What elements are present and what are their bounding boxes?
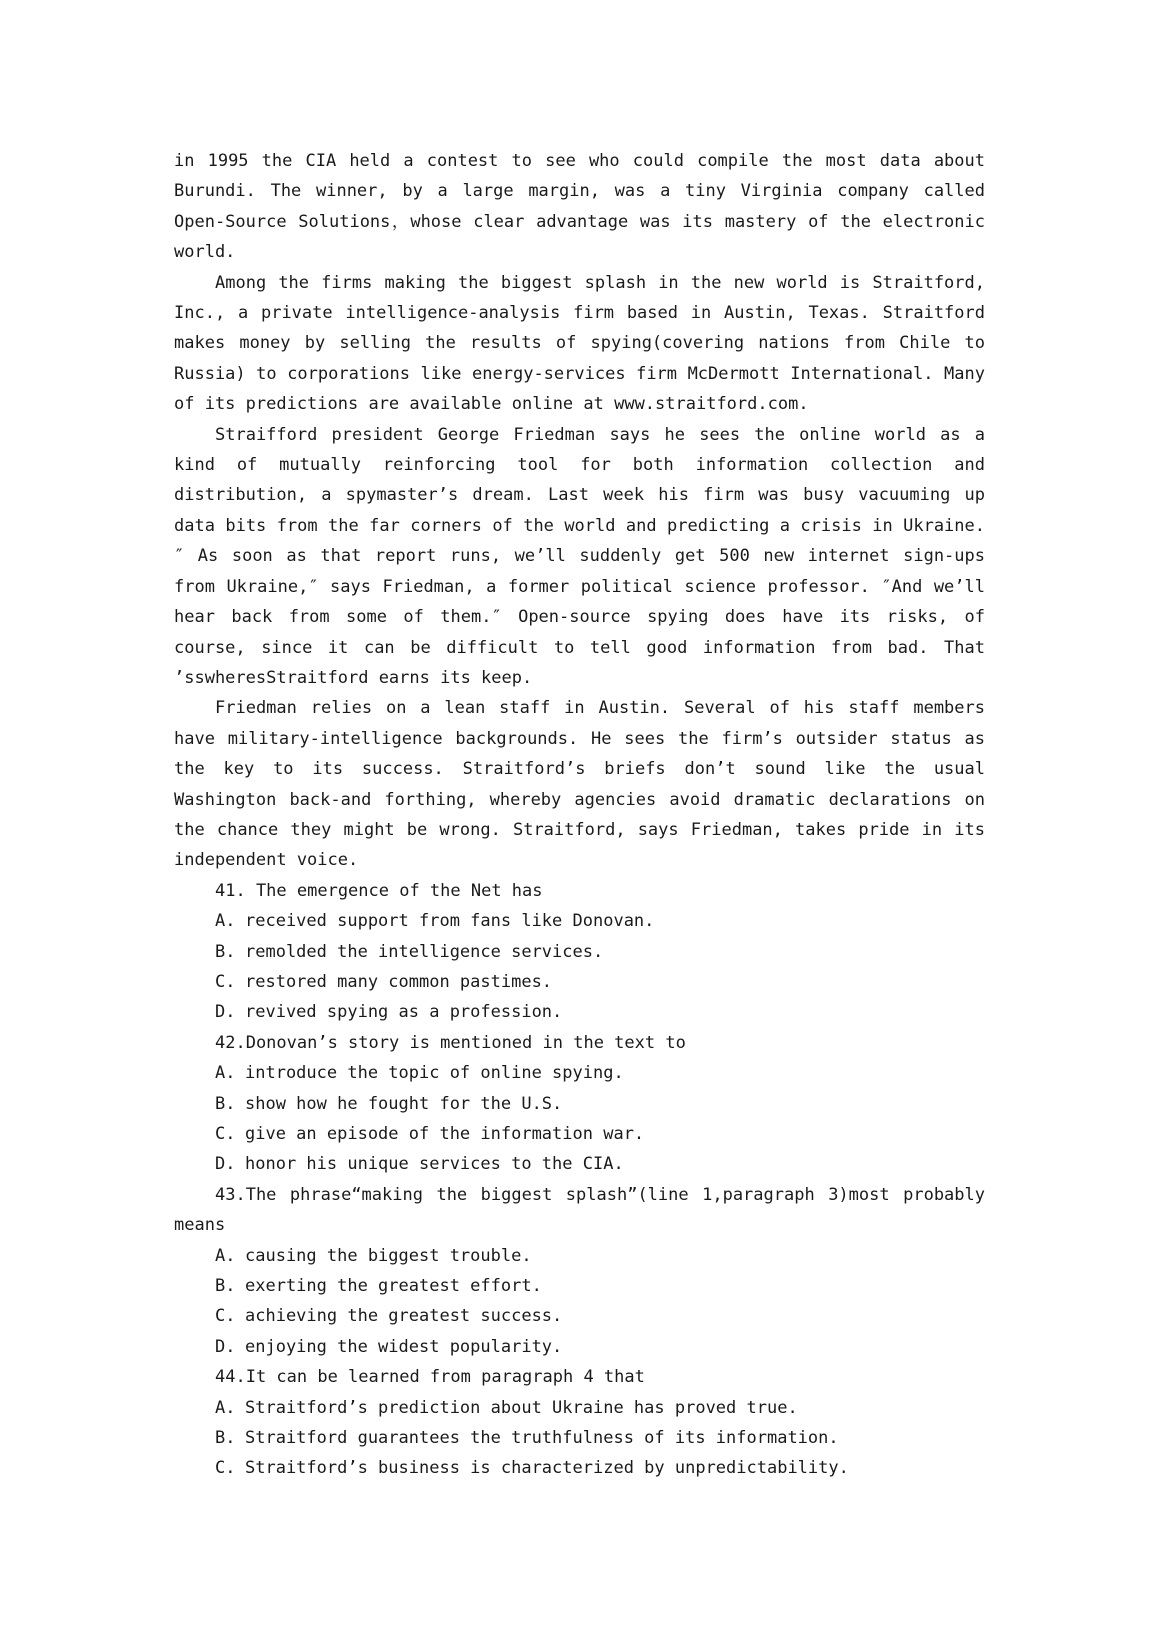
option-letter: A.	[215, 1397, 236, 1418]
option-text: Straitford’s prediction about Ukraine has proved true.	[245, 1397, 798, 1418]
question-44-option-a	[174, 1393, 985, 1423]
option-text: enjoying the widest popularity.	[245, 1336, 563, 1357]
question-41-option-c	[174, 967, 985, 997]
option-letter: B.	[215, 1093, 236, 1114]
question-42-option-b	[174, 1089, 985, 1119]
option-text: exerting the greatest effort.	[245, 1276, 542, 1297]
option-text: restored many common pastimes.	[245, 971, 553, 992]
option-letter: D.	[215, 1154, 236, 1175]
option-letter: B.	[215, 941, 236, 962]
question-43-option-a	[174, 1241, 985, 1271]
option-letter: D.	[215, 1336, 236, 1357]
question-44-option-c	[174, 1453, 985, 1483]
question-41-option-d	[174, 997, 985, 1027]
option-letter: B.	[215, 1276, 236, 1297]
option-letter: A.	[215, 911, 236, 932]
question-44-stem: 44.It can be learned from paragraph 4 that	[215, 1367, 645, 1388]
question-42-option-c	[174, 1119, 985, 1149]
option-letter: D.	[215, 1002, 236, 1023]
question-41-stem: 41. The emergence of the Net has	[215, 880, 543, 901]
question-43-stem: 43.The phrase“making the biggest splash”(line 1,paragraph 3)most probably means	[174, 1184, 985, 1236]
option-text: received support from fans like Donovan.	[245, 911, 655, 932]
option-letter: C.	[215, 1458, 236, 1479]
option-text: introduce the topic of online spying.	[245, 1063, 624, 1084]
option-text: revived spying as a profession.	[245, 1002, 563, 1023]
option-letter: C.	[215, 1124, 236, 1144]
option-letter: C.	[215, 1306, 236, 1327]
option-text: achieving the greatest success.	[245, 1306, 563, 1327]
question-43-option-d	[174, 1332, 985, 1362]
paragraph-1: in 1995 the CIA held a contest to see who could compile the most data about Burundi. The winner, by a large margin, was a tiny Virginia company called Open-Source Solutions，whose clear advantage was its mastery of the electronic world.	[174, 151, 985, 263]
option-text: give an episode of the information war.	[245, 1124, 645, 1144]
paragraph-3: Straifford president George Friedman says he sees the online world as a kind of mutually reinforcing tool for both information collection and distribution, a spymaster’s dream. Last week his firm was busy vacuuming up data bits from the far corners of the world and predicting a crisis in Ukraine.″ As soon as that report runs, we’ll suddenly get 500 new internet sign-ups from Ukraine,″ says Friedman, a former political science professor. ″And we’ll hear back from some of them.″ Open-source spying does have its risks, of course, since it can be difficult to tell good information from bad. That ’sswheresStraitford earns its keep.	[174, 424, 985, 688]
question-43-option-c	[174, 1301, 985, 1331]
question-43-option-b	[174, 1271, 985, 1301]
option-text: honor his unique services to the CIA.	[245, 1154, 624, 1175]
paragraph-4: Friedman relies on a lean staff in Austin. Several of his staff members have military-intelligence backgrounds. He sees the firm’s outsider status as the key to its success. Straitford’s briefs don’t sound like the usual Washington back-and forthing, whereby agencies avoid dramatic declarations on the chance they might be wrong. Straitford, says Friedman, takes pride in its independent voice.	[174, 698, 985, 871]
option-letter: C.	[215, 971, 236, 992]
question-42-stem: 42.Donovan’s story is mentioned in the text to	[215, 1032, 686, 1053]
question-42-option-a	[174, 1058, 985, 1088]
option-letter: A.	[215, 1063, 236, 1084]
question-41-option-a	[174, 906, 985, 936]
question-41-option-b	[174, 937, 985, 967]
option-text: remolded the intelligence services.	[245, 941, 604, 962]
option-letter: A.	[215, 1245, 236, 1266]
question-42-option-d	[174, 1149, 985, 1179]
document-page	[174, 146, 985, 1484]
option-text: show how he fought for the U.S.	[245, 1093, 563, 1114]
option-text: causing the biggest trouble.	[245, 1245, 532, 1266]
option-text: Straitford’s business is characterized by unpredictability.	[245, 1458, 849, 1479]
question-44-option-b	[174, 1423, 985, 1453]
option-letter: B.	[215, 1428, 236, 1449]
paragraph-2: Among the firms making the biggest splash in the new world is Straitford, Inc., a private intelligence-analysis firm based in Austin, Texas. Straitford makes money by selling the results of spying(covering nations from Chile to Russia) to corporations like energy-services firm McDermott International. Many of its predictions are available online at www.straitford.com.	[174, 272, 985, 415]
option-text: Straitford guarantees the truthfulness of its information.	[245, 1428, 839, 1449]
